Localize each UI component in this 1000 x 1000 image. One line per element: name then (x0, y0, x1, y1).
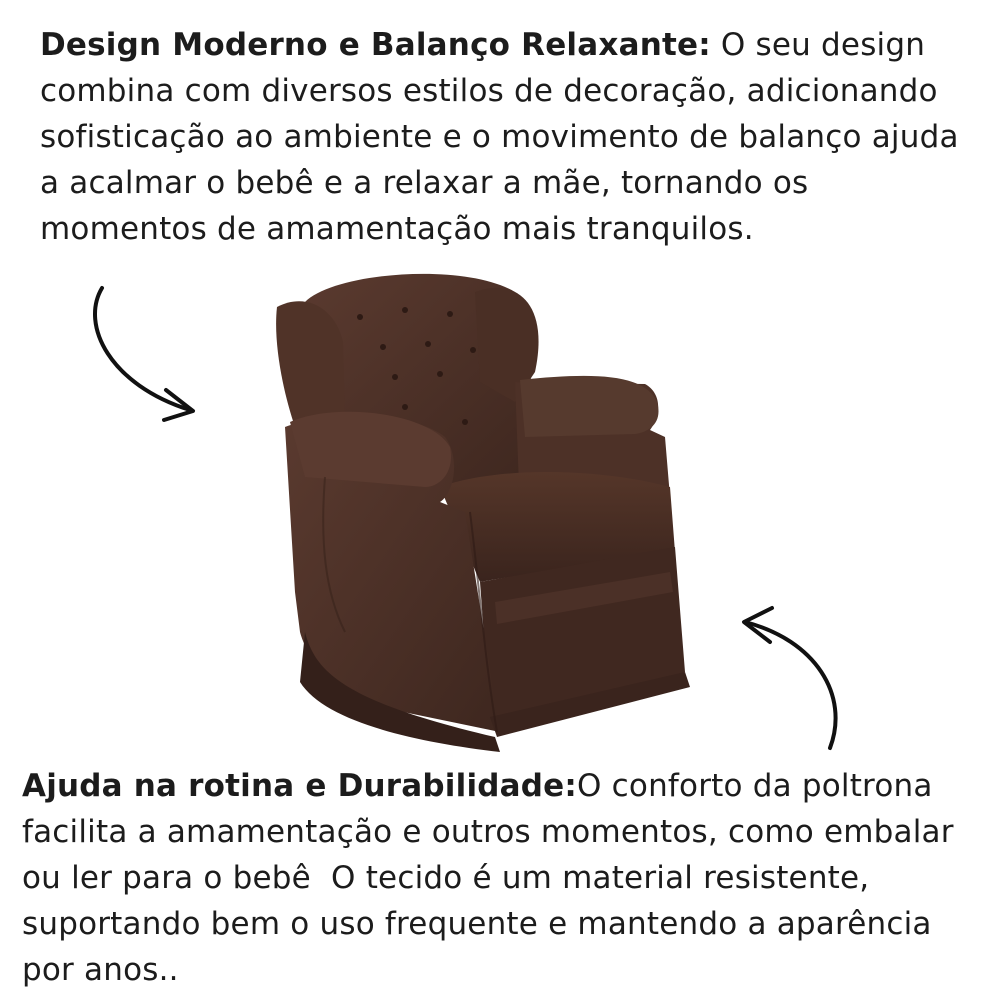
bottom-line-5: por anos.. (22, 952, 179, 988)
top-line-1: O seu design (710, 27, 926, 63)
top-heading: Design Moderno e Balanço Relaxante: (40, 27, 711, 63)
bottom-line-2: facilita a amamentação e outros momentos, como embalar (22, 814, 954, 850)
bottom-line-4: suportando bem o uso frequente e mantendo a aparência (22, 906, 932, 942)
curved-arrow-left-icon (730, 600, 860, 760)
top-description (40, 22, 970, 252)
top-line-4: a acalmar o bebê e a relaxar a mãe, tornando os (40, 165, 809, 201)
top-line-5: momentos de amamentação mais tranquilos. (40, 211, 754, 247)
top-line-3: sofisticação ao ambiente e o movimento de balanço ajuda (40, 119, 959, 155)
bottom-description (22, 763, 982, 993)
top-line-2: combina com diversos estilos de decoração, adicionando (40, 73, 938, 109)
bottom-line-1: O conforto da poltrona (577, 768, 933, 804)
curved-arrow-right-icon (80, 280, 220, 430)
rocking-armchair-image (265, 262, 705, 762)
bottom-heading: Ajuda na rotina e Durabilidade: (22, 768, 577, 804)
bottom-line-3: ou ler para o bebê O tecido é um material resistente, (22, 860, 870, 896)
